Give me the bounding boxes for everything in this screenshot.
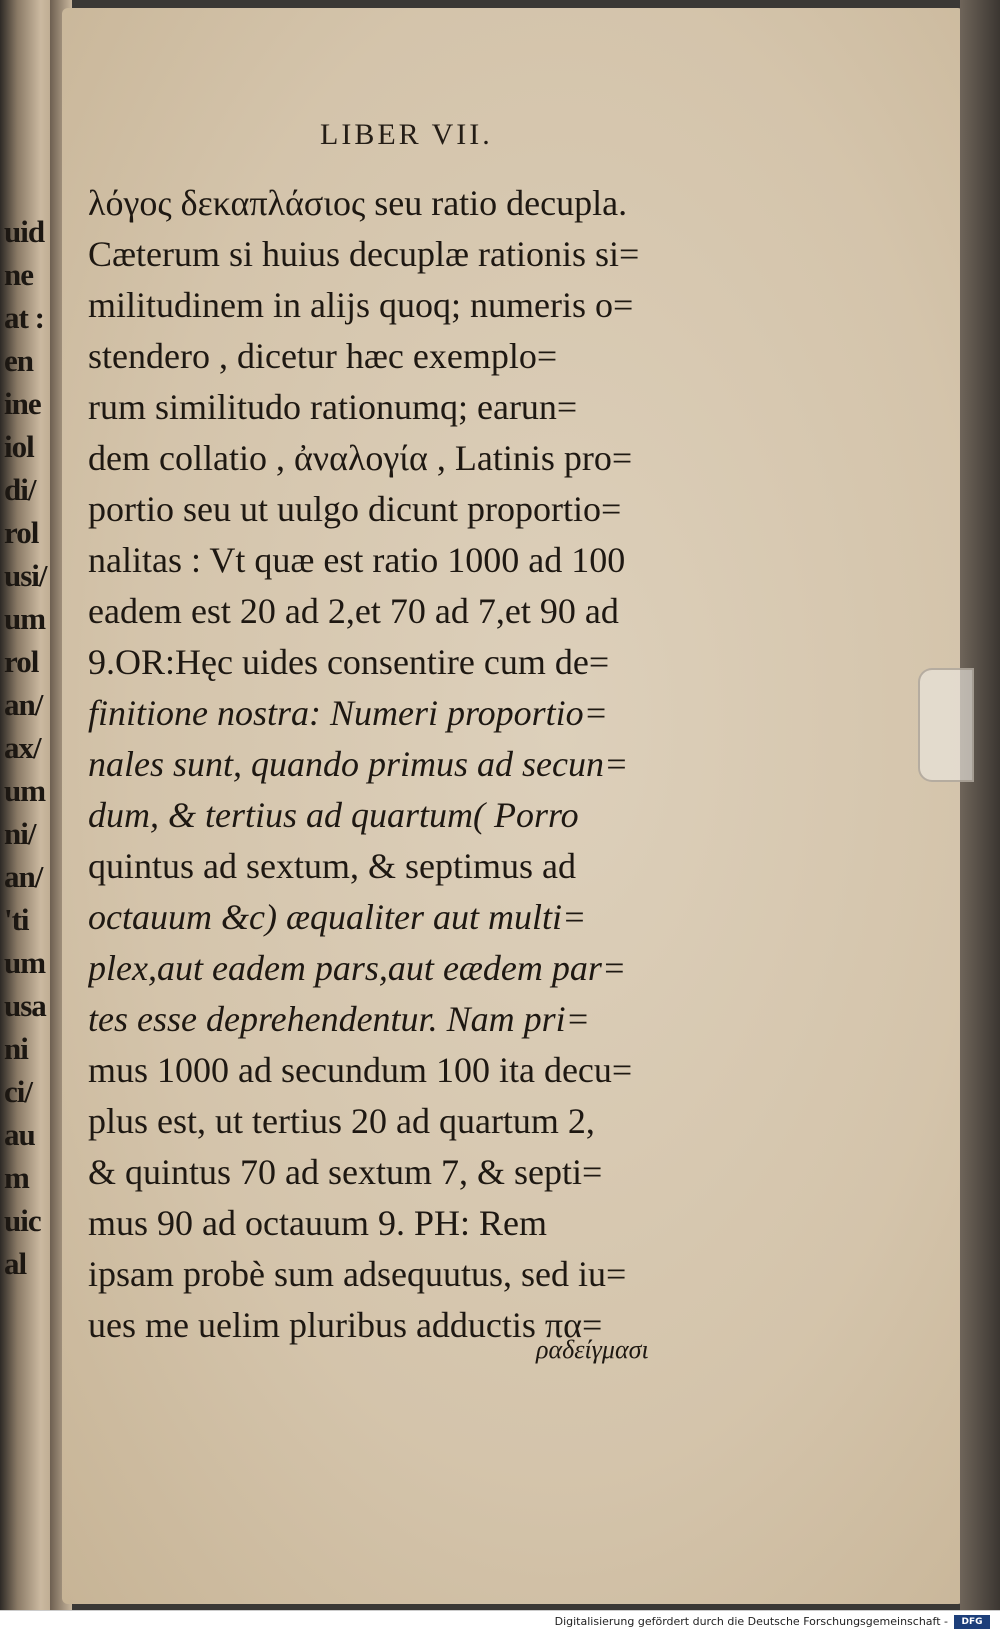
text-line: plus est, ut tertius 20 ad quartum 2, xyxy=(88,1101,595,1141)
text-line: nalitas : Vt quæ est ratio 1000 ad 100 xyxy=(88,540,626,580)
left-page-fragment: ni/ xyxy=(4,816,36,851)
left-page-fragment: ni xyxy=(4,1031,28,1066)
left-page-fragment: ci/ xyxy=(4,1074,32,1109)
left-page-fragment: 'ti xyxy=(4,902,29,937)
text-line: finitione nostra: Numeri proportio= xyxy=(88,693,608,733)
text-line: stendero , dicetur hæc exemplo= xyxy=(88,336,558,376)
left-page-fragment: um xyxy=(4,945,46,980)
catchword: ραδείγμασι xyxy=(536,1335,649,1364)
left-page-fragment: ne xyxy=(4,257,33,292)
text-line: eadem est 20 ad 2,et 70 ad 7,et 90 ad xyxy=(88,591,619,631)
text-line: Cæterum si huius decuplæ rationis si= xyxy=(88,234,640,274)
body-text xyxy=(88,178,738,1351)
text-line: dum, & tertius ad quartum( Porro xyxy=(88,795,579,835)
left-page-fragment: um xyxy=(4,601,46,636)
funding-notice: Digitalisierung gefördert durch die Deutsche Forschungsgemeinschaft - xyxy=(554,1615,948,1628)
text-line: dem collatio , ἀναλογία , Latinis pro= xyxy=(88,438,633,478)
text-line: octauum &c) æqualiter aut multi= xyxy=(88,897,587,937)
text-line: militudinem in alijs quoq; numeris o= xyxy=(88,285,634,325)
dfg-logo: DFG xyxy=(954,1615,990,1629)
text-line: portio seu ut uulgo dicunt proportio= xyxy=(88,489,622,529)
text-line: mus 90 ad octauum 9. PH: Rem xyxy=(88,1203,547,1243)
text-line: tes esse deprehendentur. Nam pri= xyxy=(88,999,590,1039)
text-line: quintus ad sextum, & septimus ad xyxy=(88,846,576,886)
left-page-fragment: al xyxy=(4,1246,27,1281)
text-line: & quintus 70 ad sextum 7, & septi= xyxy=(88,1152,603,1192)
left-page-fragment: usi/ xyxy=(4,558,47,593)
left-page-fragment: m xyxy=(4,1160,29,1195)
left-page-fragment: ine xyxy=(4,386,41,421)
text-line: rum similitudo rationumq; earun= xyxy=(88,387,578,427)
left-page-fragment: rol xyxy=(4,644,39,679)
text-line: λόγος δεκαπλάσιος seu ratio decupla. xyxy=(88,183,628,223)
left-page-fragment: um xyxy=(4,773,46,808)
left-page-fragment: rol xyxy=(4,515,39,550)
left-page-fragment: au xyxy=(4,1117,35,1152)
footer-bar xyxy=(0,1610,1000,1635)
left-page-text-fragments xyxy=(4,210,56,1285)
left-page-fragment: an/ xyxy=(4,859,43,894)
text-line: 9.OR:Hęc uides consentire cum de= xyxy=(88,642,610,682)
left-page-fragment: di/ xyxy=(4,472,36,507)
left-page-fragment: at : xyxy=(4,300,44,335)
left-page-fragment: en xyxy=(4,343,33,378)
left-page-fragment: ax/ xyxy=(4,730,41,765)
page-tab-marker xyxy=(918,668,974,782)
left-page-fragment: iol xyxy=(4,429,34,464)
left-page-fragment: an/ xyxy=(4,687,43,722)
text-line: mus 1000 ad secundum 100 ita decu= xyxy=(88,1050,633,1090)
running-head: LIBER VII. xyxy=(320,118,493,151)
left-page-fragment: usa xyxy=(4,988,46,1023)
text-line: plex,aut eadem pars,aut eædem par= xyxy=(88,948,627,988)
text-line: ues me uelim pluribus adductis πα= xyxy=(88,1305,603,1345)
text-line: ipsam probè sum adsequutus, sed iu= xyxy=(88,1254,627,1294)
left-page-fragment: uic xyxy=(4,1203,41,1238)
left-page-fragment: uid xyxy=(4,214,45,249)
page-right-edge xyxy=(960,0,1000,1610)
text-line: nales sunt, quando primus ad secun= xyxy=(88,744,629,784)
